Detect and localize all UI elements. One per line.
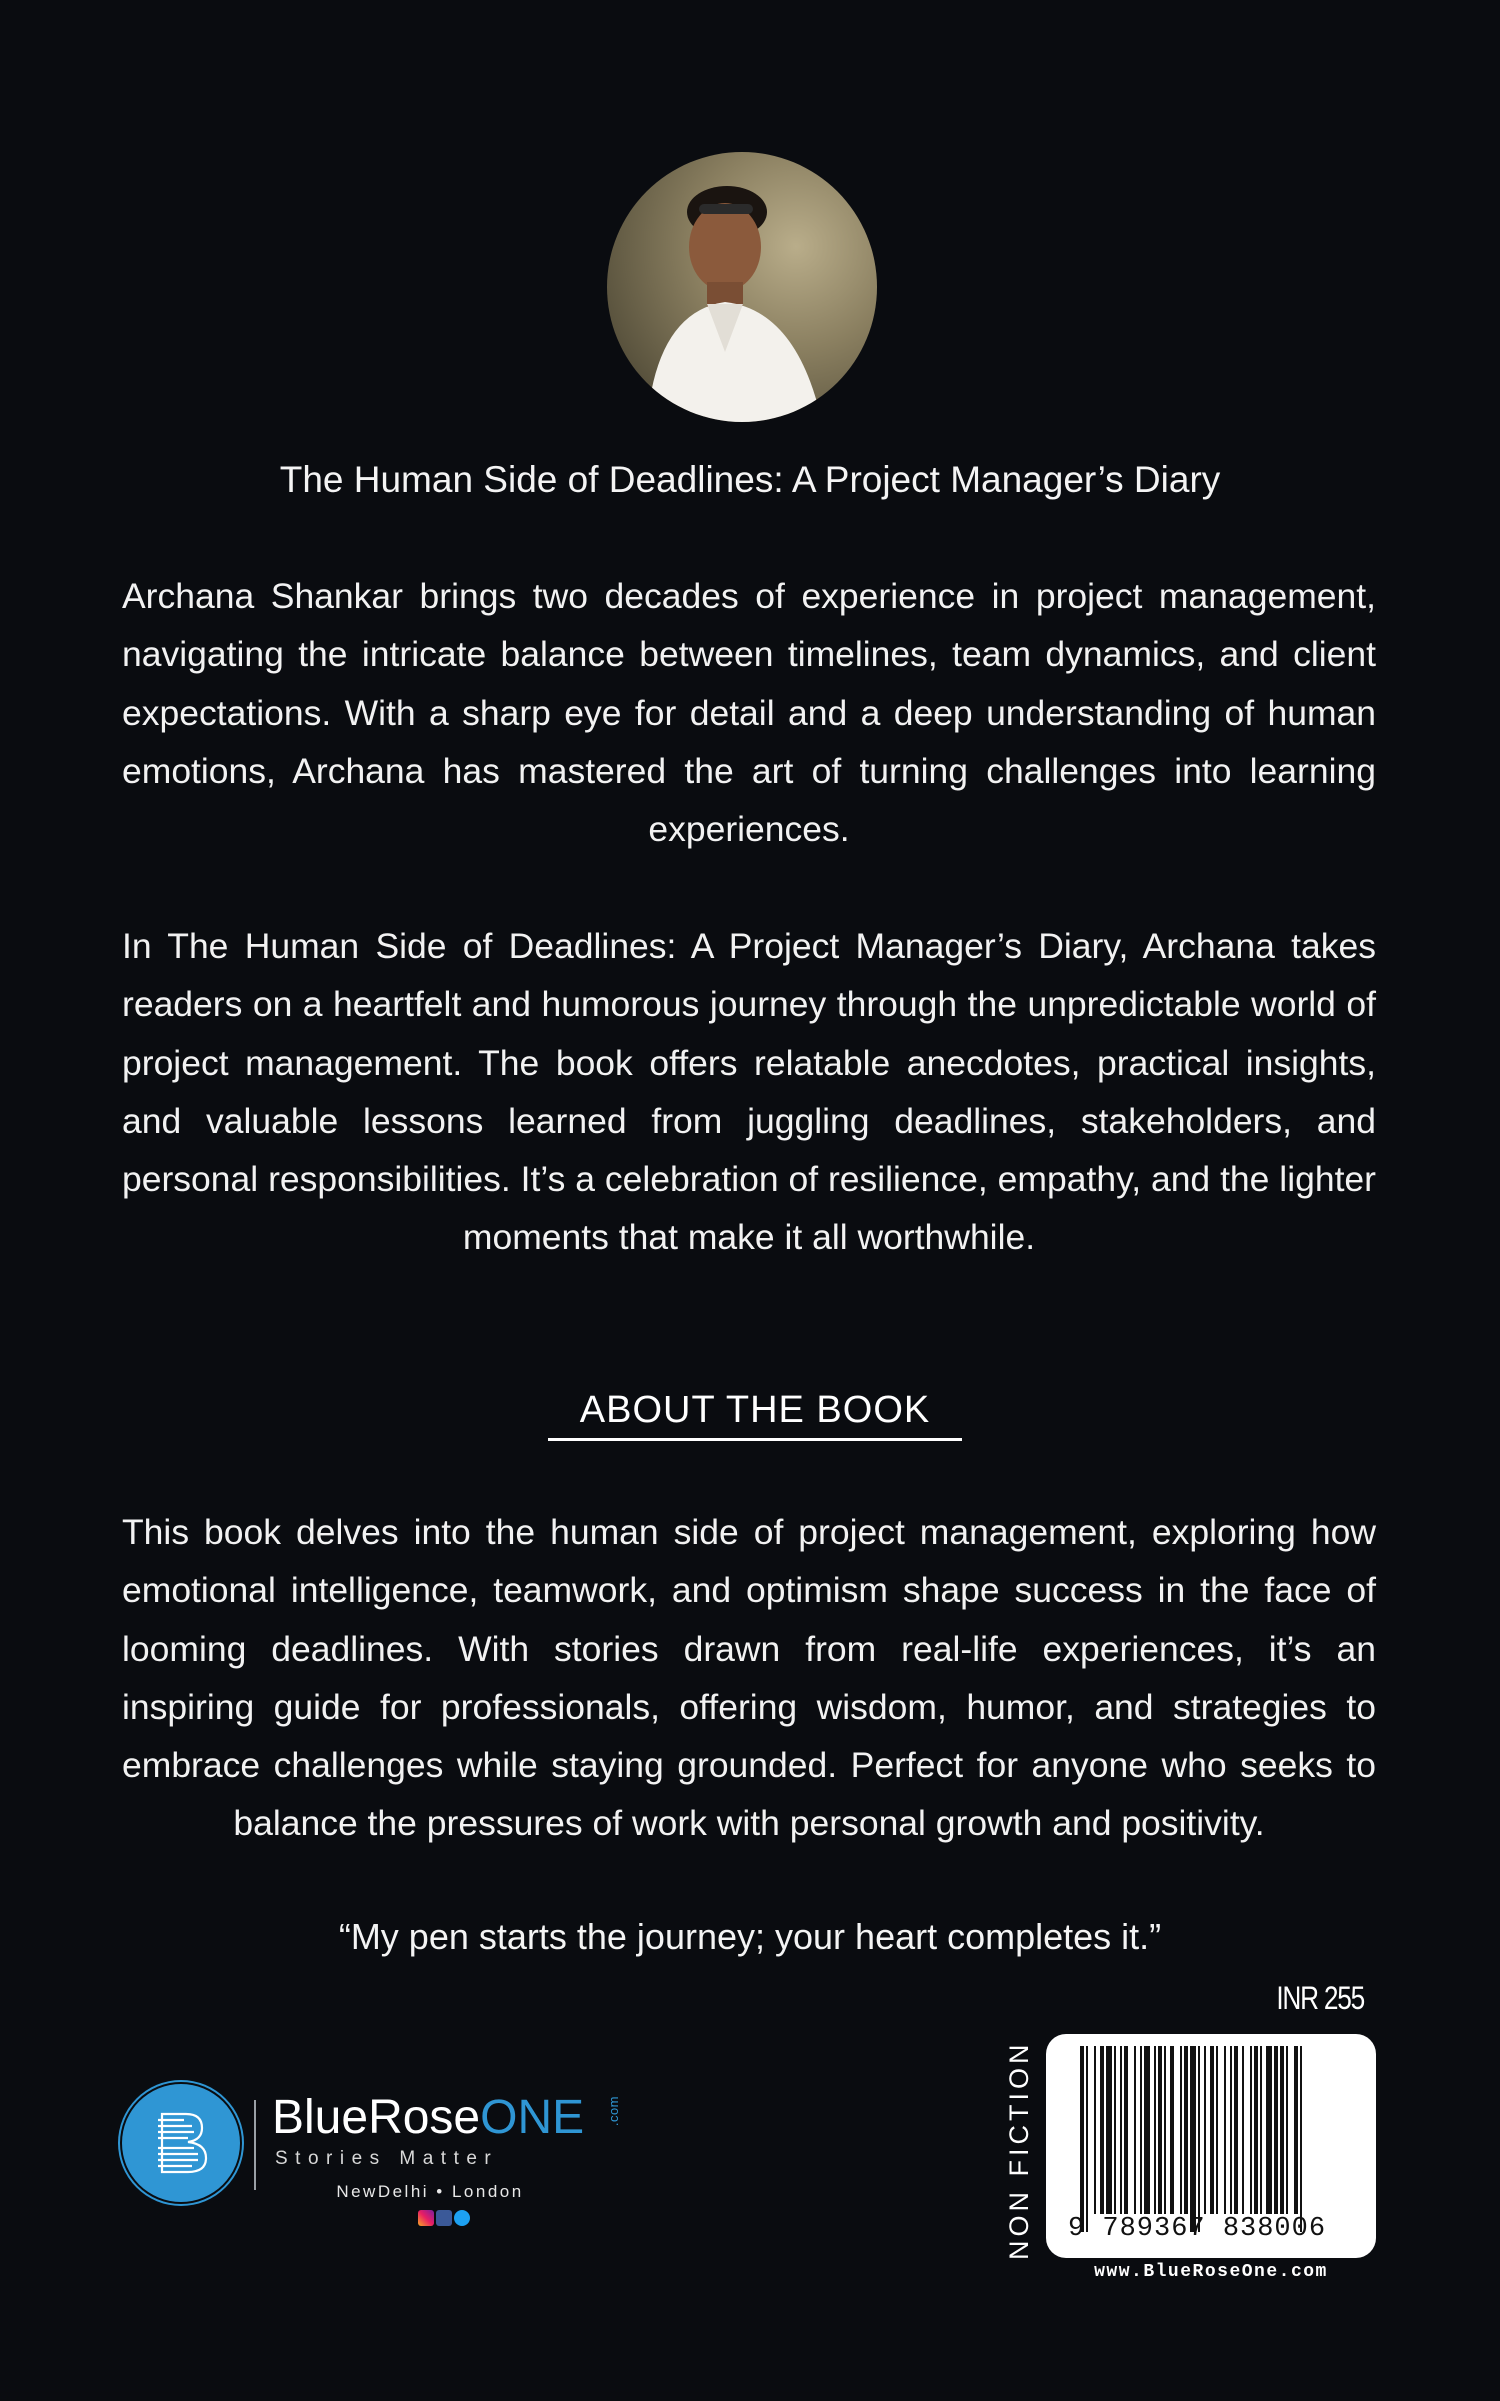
barcode-bar (1120, 2046, 1122, 2214)
barcode-bar (1250, 2046, 1252, 2214)
barcode-bar (1300, 2046, 1302, 2232)
publisher-name-accent: ONE (480, 2091, 585, 2144)
barcode-bar (1180, 2046, 1182, 2214)
barcode-bar (1080, 2046, 1084, 2232)
price-label: INR 255 (1276, 1980, 1364, 2016)
barcode-bar (1134, 2046, 1136, 2214)
publisher-tagline: Stories Matter (275, 2148, 499, 2169)
barcode-bar (1124, 2046, 1128, 2214)
barcode-bar (1230, 2046, 1232, 2214)
publisher-domain-suffix: .com (606, 2096, 621, 2127)
barcode-bar (1154, 2046, 1156, 2214)
publisher-website: www.BlueRoseOne.com (1094, 2262, 1328, 2282)
barcode-bar (1140, 2046, 1142, 2214)
bluerose-logo-icon (122, 2084, 240, 2202)
publisher-name-main: BlueRose (272, 2091, 481, 2144)
barcode-bar (1254, 2046, 1258, 2214)
author-bio-paragraph-2: In The Human Side of Deadlines: A Project Manager’s Diary, Archana takes readers on a heartfelt and humorous journey through the unpredictable world of project management. The book offers relatable anecdotes, practical insights, and valuable lessons learned from juggling deadlines, stakeholders, and personal responsibilities. It’s a celebration of resilience, empathy, and the lighter moments that make it all worthwhile. (122, 926, 1376, 1258)
barcode-bar (1114, 2046, 1116, 2214)
barcode-bar (1260, 2046, 1262, 2214)
barcode-bar (1274, 2046, 1278, 2214)
isbn-barcode (1046, 2034, 1376, 2258)
barcode-bar (1158, 2046, 1162, 2214)
social-icons (418, 2210, 470, 2228)
author-photo (607, 152, 877, 422)
barcode-bar (1242, 2046, 1244, 2214)
twitter-icon (454, 2210, 470, 2226)
barcode-bar (1086, 2046, 1088, 2232)
barcode-bar (1164, 2046, 1166, 2214)
book-title: The Human Side of Deadlines: A Project Manager’s Diary (279, 459, 1221, 500)
barcode-bar (1216, 2046, 1218, 2214)
barcode-bar (1144, 2046, 1150, 2214)
isbn-number: 9 789367 838006 (1068, 2214, 1327, 2244)
barcode-bar (1170, 2046, 1174, 2214)
facebook-icon (436, 2210, 452, 2226)
barcode-bar (1266, 2046, 1272, 2214)
about-book-paragraph: This book delves into the human side of project management, exploring how emotional intelligence, teamwork, and optimism shape success in the face of looming deadlines. With stories drawn from real-life experiences, it’s an inspiring guide for professionals, offering wisdom, humor, and strategies to embrace challenges while staying grounded. Perfect for anyone who seeks to balance the pressures of work with personal growth and positivity. (122, 1512, 1376, 1844)
barcode-bar (1204, 2046, 1206, 2214)
barcode-bar (1286, 2046, 1288, 2214)
publisher-name (272, 2090, 584, 2146)
publisher-logo-block (122, 2084, 642, 2234)
genre-label: NON FICTION (1004, 2040, 1034, 2260)
barcode-bar (1198, 2046, 1200, 2232)
barcode-bar (1100, 2046, 1104, 2214)
author-quote: “My pen starts the journey; your heart completes it.” (338, 1916, 1162, 1957)
publisher-divider (254, 2100, 256, 2190)
barcode-bar (1094, 2046, 1096, 2214)
barcode-bar (1210, 2046, 1214, 2214)
barcode-bar (1224, 2046, 1226, 2214)
author-bio-paragraph: Archana Shankar brings two decades of experience in project management, navigating the intricate balance between timelines, team dynamics, and client expectations. With a sharp eye for detail and a deep understanding of human emotions, Archana has mastered the art of turning challenges into learning experiences. (122, 576, 1376, 850)
barcode-bar (1190, 2046, 1196, 2232)
barcode-bar (1280, 2046, 1284, 2214)
barcode-bar (1234, 2046, 1238, 2214)
barcode-bar (1184, 2046, 1188, 2214)
publisher-locations: NewDelhi • London (336, 2182, 524, 2201)
barcode-bar (1294, 2046, 1298, 2214)
instagram-icon (418, 2210, 434, 2226)
about-the-book-heading: ABOUT THE BOOK (548, 1382, 962, 1441)
barcode-bar (1106, 2046, 1112, 2214)
author-portrait-illustration (607, 152, 877, 422)
